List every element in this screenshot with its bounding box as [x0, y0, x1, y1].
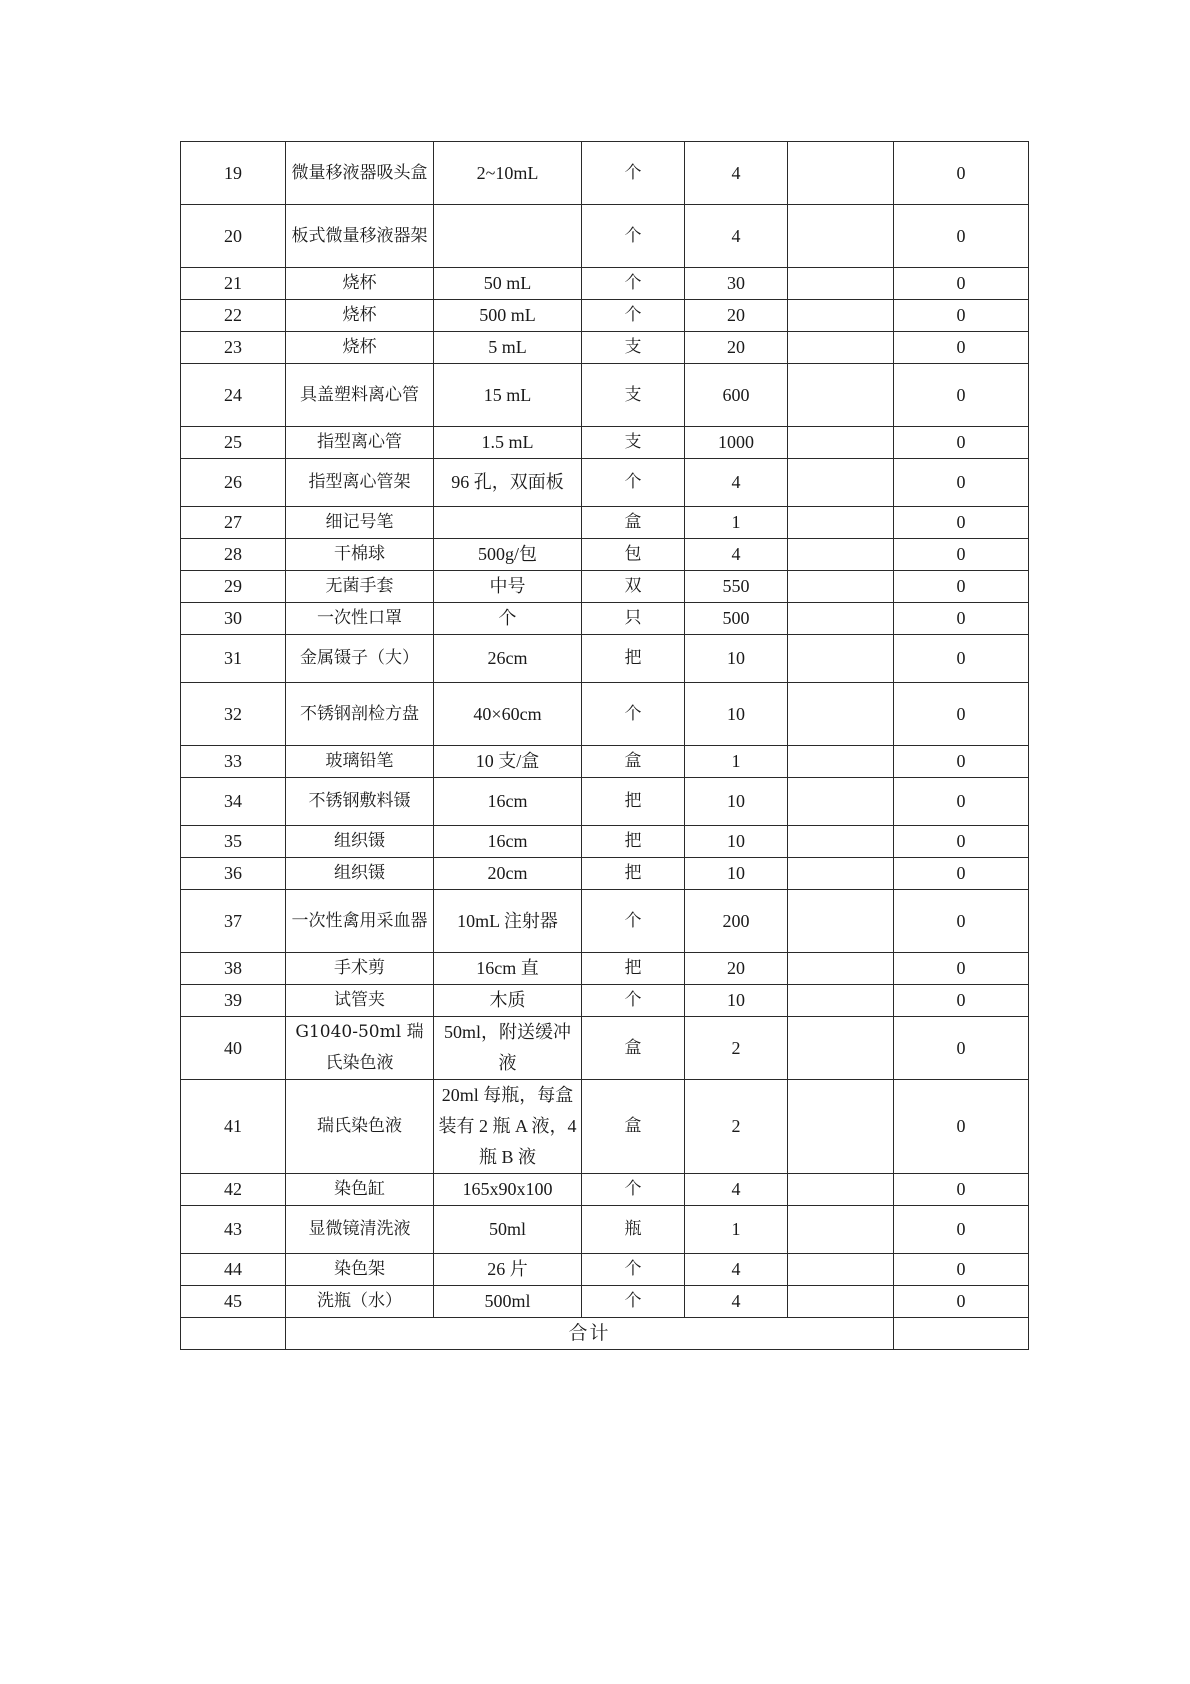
row-number: 31 — [181, 635, 286, 683]
row-number: 44 — [181, 1254, 286, 1286]
blank-cell — [788, 635, 894, 683]
row-number: 38 — [181, 953, 286, 985]
item-quantity: 10 — [685, 858, 788, 890]
item-unit: 个 — [582, 268, 685, 300]
blank-cell — [788, 1080, 894, 1174]
item-name: 烧杯 — [286, 300, 434, 332]
item-quantity: 30 — [685, 268, 788, 300]
item-name: 无菌手套 — [286, 571, 434, 603]
item-unit: 把 — [582, 826, 685, 858]
table-row — [181, 826, 1029, 858]
item-name: 洗瓶（水） — [286, 1286, 434, 1318]
item-value: 0 — [894, 890, 1029, 953]
item-quantity: 4 — [685, 1174, 788, 1206]
item-spec: 500g/包 — [434, 539, 582, 571]
blank-cell — [788, 142, 894, 205]
table-row — [181, 427, 1029, 459]
item-quantity: 20 — [685, 332, 788, 364]
item-spec: 40×60cm — [434, 683, 582, 746]
item-spec: 50 mL — [434, 268, 582, 300]
item-quantity: 200 — [685, 890, 788, 953]
item-unit: 支 — [582, 332, 685, 364]
item-name: 显微镜清洗液 — [286, 1206, 434, 1254]
row-number: 25 — [181, 427, 286, 459]
item-unit: 包 — [582, 539, 685, 571]
item-spec: 16cm — [434, 826, 582, 858]
table-row — [181, 635, 1029, 683]
row-number: 22 — [181, 300, 286, 332]
item-unit: 盒 — [582, 1080, 685, 1174]
row-number: 32 — [181, 683, 286, 746]
row-number: 30 — [181, 603, 286, 635]
item-spec: 10 支/盒 — [434, 746, 582, 778]
item-name: 烧杯 — [286, 268, 434, 300]
blank-cell — [788, 603, 894, 635]
table-row — [181, 539, 1029, 571]
blank-cell — [788, 746, 894, 778]
item-value: 0 — [894, 826, 1029, 858]
row-number: 36 — [181, 858, 286, 890]
item-value: 0 — [894, 364, 1029, 427]
row-number: 28 — [181, 539, 286, 571]
item-name: 染色缸 — [286, 1174, 434, 1206]
item-spec: 2~10mL — [434, 142, 582, 205]
item-unit: 个 — [582, 459, 685, 507]
blank-cell — [788, 683, 894, 746]
item-value: 0 — [894, 683, 1029, 746]
item-name: 组织镊 — [286, 858, 434, 890]
table-row — [181, 1254, 1029, 1286]
item-value: 0 — [894, 778, 1029, 826]
table-row — [181, 985, 1029, 1017]
item-quantity: 600 — [685, 364, 788, 427]
row-number: 40 — [181, 1017, 286, 1080]
item-unit: 个 — [582, 1286, 685, 1318]
item-spec: 500ml — [434, 1286, 582, 1318]
row-number: 41 — [181, 1080, 286, 1174]
item-unit: 个 — [582, 890, 685, 953]
row-number: 19 — [181, 142, 286, 205]
item-spec: 中号 — [434, 571, 582, 603]
item-value: 0 — [894, 300, 1029, 332]
item-name: 板式微量移液器架 — [286, 205, 434, 268]
table-row — [181, 507, 1029, 539]
item-name: 瑞氏染色液 — [286, 1080, 434, 1174]
table-row — [181, 459, 1029, 507]
table-row — [181, 683, 1029, 746]
item-quantity: 10 — [685, 985, 788, 1017]
row-number: 34 — [181, 778, 286, 826]
item-unit: 盒 — [582, 1017, 685, 1080]
blank-cell — [788, 1017, 894, 1080]
blank-cell — [788, 778, 894, 826]
table-row — [181, 1017, 1029, 1080]
item-quantity: 4 — [685, 1286, 788, 1318]
item-value: 0 — [894, 332, 1029, 364]
item-value: 0 — [894, 635, 1029, 683]
item-quantity: 550 — [685, 571, 788, 603]
table-row — [181, 890, 1029, 953]
item-value: 0 — [894, 205, 1029, 268]
item-name: 一次性禽用采血器 — [286, 890, 434, 953]
item-unit: 双 — [582, 571, 685, 603]
item-quantity: 1 — [685, 507, 788, 539]
item-name: 烧杯 — [286, 332, 434, 364]
table-row — [181, 268, 1029, 300]
row-number: 26 — [181, 459, 286, 507]
item-spec: 1.5 mL — [434, 427, 582, 459]
row-number: 43 — [181, 1206, 286, 1254]
item-name: 指型离心管架 — [286, 459, 434, 507]
item-spec: 20cm — [434, 858, 582, 890]
item-value: 0 — [894, 507, 1029, 539]
item-name: G1040-50ml 瑞氏染色液 — [286, 1017, 434, 1080]
item-unit: 个 — [582, 1174, 685, 1206]
item-name: 手术剪 — [286, 953, 434, 985]
item-unit: 把 — [582, 635, 685, 683]
blank-cell — [788, 205, 894, 268]
item-spec — [434, 507, 582, 539]
table-row — [181, 142, 1029, 205]
item-value: 0 — [894, 459, 1029, 507]
total-row — [181, 1318, 1029, 1350]
blank-cell — [788, 985, 894, 1017]
row-number: 21 — [181, 268, 286, 300]
blank-cell — [788, 300, 894, 332]
item-quantity: 20 — [685, 300, 788, 332]
item-quantity: 4 — [685, 1254, 788, 1286]
item-name: 金属镊子（大） — [286, 635, 434, 683]
item-value: 0 — [894, 746, 1029, 778]
blank-cell — [788, 1254, 894, 1286]
blank-cell — [788, 1206, 894, 1254]
row-number: 35 — [181, 826, 286, 858]
item-unit: 个 — [582, 1254, 685, 1286]
item-name: 干棉球 — [286, 539, 434, 571]
inventory-table — [180, 141, 1029, 1350]
item-name: 试管夹 — [286, 985, 434, 1017]
item-quantity: 20 — [685, 953, 788, 985]
table-row — [181, 603, 1029, 635]
item-quantity: 4 — [685, 539, 788, 571]
item-value: 0 — [894, 1286, 1029, 1318]
item-quantity: 1000 — [685, 427, 788, 459]
blank-cell — [788, 953, 894, 985]
total-blank-cell — [181, 1318, 286, 1350]
table-row — [181, 364, 1029, 427]
item-unit: 支 — [582, 427, 685, 459]
item-value: 0 — [894, 1254, 1029, 1286]
blank-cell — [788, 459, 894, 507]
item-name: 一次性口罩 — [286, 603, 434, 635]
blank-cell — [788, 427, 894, 459]
row-number: 33 — [181, 746, 286, 778]
item-name: 细记号笔 — [286, 507, 434, 539]
item-spec: 木质 — [434, 985, 582, 1017]
item-unit: 瓶 — [582, 1206, 685, 1254]
item-value: 0 — [894, 985, 1029, 1017]
item-name: 具盖塑料离心管 — [286, 364, 434, 427]
table-row — [181, 571, 1029, 603]
row-number: 42 — [181, 1174, 286, 1206]
table-row — [181, 953, 1029, 985]
table-row — [181, 778, 1029, 826]
blank-cell — [788, 268, 894, 300]
blank-cell — [788, 826, 894, 858]
blank-cell — [788, 858, 894, 890]
row-number: 37 — [181, 890, 286, 953]
table-row — [181, 300, 1029, 332]
item-unit: 个 — [582, 683, 685, 746]
row-number: 29 — [181, 571, 286, 603]
blank-cell — [788, 332, 894, 364]
table-row — [181, 1174, 1029, 1206]
item-quantity: 10 — [685, 826, 788, 858]
item-value: 0 — [894, 268, 1029, 300]
table-row — [181, 858, 1029, 890]
row-number: 45 — [181, 1286, 286, 1318]
item-quantity: 2 — [685, 1080, 788, 1174]
item-quantity: 10 — [685, 635, 788, 683]
item-spec: 16cm — [434, 778, 582, 826]
item-quantity: 2 — [685, 1017, 788, 1080]
item-unit: 盒 — [582, 507, 685, 539]
table-row — [181, 1080, 1029, 1174]
item-spec: 16cm 直 — [434, 953, 582, 985]
item-spec: 5 mL — [434, 332, 582, 364]
row-number: 27 — [181, 507, 286, 539]
item-spec — [434, 205, 582, 268]
item-quantity: 4 — [685, 459, 788, 507]
item-quantity: 1 — [685, 746, 788, 778]
item-name: 不锈钢敷料镊 — [286, 778, 434, 826]
item-unit: 个 — [582, 985, 685, 1017]
item-quantity: 4 — [685, 142, 788, 205]
blank-cell — [788, 571, 894, 603]
item-name: 不锈钢剖检方盘 — [286, 683, 434, 746]
item-unit: 把 — [582, 778, 685, 826]
item-spec: 个 — [434, 603, 582, 635]
item-spec: 96 孔，双面板 — [434, 459, 582, 507]
table-row — [181, 205, 1029, 268]
item-name: 染色架 — [286, 1254, 434, 1286]
blank-cell — [788, 507, 894, 539]
item-value: 0 — [894, 1174, 1029, 1206]
item-spec: 26cm — [434, 635, 582, 683]
item-value: 0 — [894, 1080, 1029, 1174]
row-number: 23 — [181, 332, 286, 364]
item-unit: 把 — [582, 953, 685, 985]
item-spec: 20ml 每瓶，每盒装有 2 瓶 A 液，4 瓶 B 液 — [434, 1080, 582, 1174]
item-value: 0 — [894, 571, 1029, 603]
item-name: 指型离心管 — [286, 427, 434, 459]
total-value-cell — [894, 1318, 1029, 1350]
row-number: 39 — [181, 985, 286, 1017]
item-unit: 个 — [582, 142, 685, 205]
row-number: 20 — [181, 205, 286, 268]
blank-cell — [788, 1286, 894, 1318]
item-quantity: 10 — [685, 683, 788, 746]
item-value: 0 — [894, 1017, 1029, 1080]
item-quantity: 500 — [685, 603, 788, 635]
item-spec: 50ml — [434, 1206, 582, 1254]
blank-cell — [788, 364, 894, 427]
item-value: 0 — [894, 858, 1029, 890]
item-quantity: 10 — [685, 778, 788, 826]
item-unit: 把 — [582, 858, 685, 890]
item-value: 0 — [894, 427, 1029, 459]
item-name: 组织镊 — [286, 826, 434, 858]
item-value: 0 — [894, 1206, 1029, 1254]
item-value: 0 — [894, 142, 1029, 205]
item-unit: 支 — [582, 364, 685, 427]
table-row — [181, 746, 1029, 778]
table-row — [181, 332, 1029, 364]
item-value: 0 — [894, 539, 1029, 571]
item-spec: 15 mL — [434, 364, 582, 427]
item-value: 0 — [894, 603, 1029, 635]
total-label: 合计 — [286, 1318, 894, 1350]
item-unit: 个 — [582, 300, 685, 332]
table-row — [181, 1206, 1029, 1254]
item-unit: 只 — [582, 603, 685, 635]
item-value: 0 — [894, 953, 1029, 985]
blank-cell — [788, 890, 894, 953]
item-quantity: 4 — [685, 205, 788, 268]
table-row — [181, 1286, 1029, 1318]
item-spec: 50ml，附送缓冲液 — [434, 1017, 582, 1080]
item-spec: 26 片 — [434, 1254, 582, 1286]
item-unit: 个 — [582, 205, 685, 268]
item-quantity: 1 — [685, 1206, 788, 1254]
row-number: 24 — [181, 364, 286, 427]
table-body — [181, 142, 1029, 1350]
item-spec: 500 mL — [434, 300, 582, 332]
item-unit: 盒 — [582, 746, 685, 778]
item-name: 微量移液器吸头盒 — [286, 142, 434, 205]
item-spec: 10mL 注射器 — [434, 890, 582, 953]
blank-cell — [788, 1174, 894, 1206]
item-name: 玻璃铅笔 — [286, 746, 434, 778]
item-spec: 165x90x100 — [434, 1174, 582, 1206]
blank-cell — [788, 539, 894, 571]
